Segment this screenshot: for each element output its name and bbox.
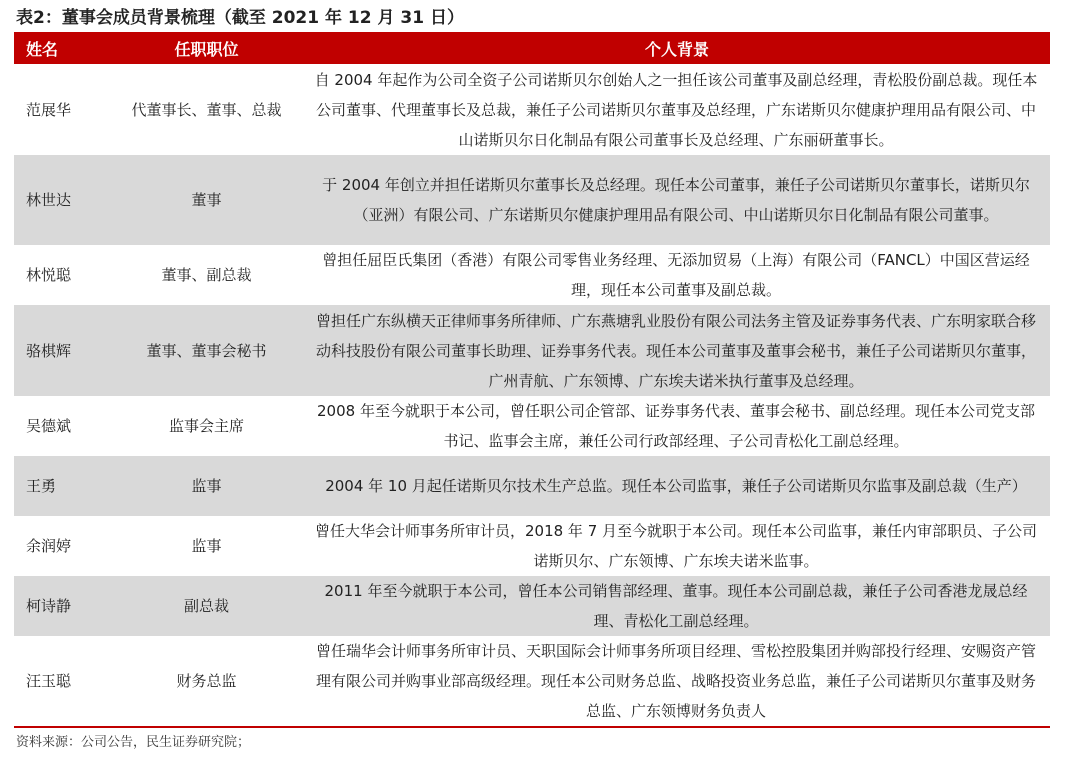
row-background: 曾任大华会计师事务所审计员，2018 年 7 月至今就职于本公司。现任本公司监事，兼任内审部职员、子公司诺斯贝尔、广东领博、广东埃夫诺米监事。 (314, 522, 1038, 570)
row-name: 柯诗静 (14, 576, 109, 636)
table-row (14, 396, 1050, 456)
board-background-table (14, 32, 1050, 728)
row-name: 范展华 (26, 100, 72, 119)
row-background: 2008 年至今就职于本公司，曾任职公司企管部、证券事务代表、董事会秘书、副总经理。现任本公司党支部书记、监事会主席，兼任公司行政部经理、子公司青松化工副总经理。 (317, 402, 1035, 450)
row-name: 吴德斌 (26, 417, 72, 435)
row-background: 曾担任广东纵横天正律师事务所律师、广东燕塘乳业股份有限公司法务主管及证券事务代表、广东明家联合移动科技股份有限公司董事长助理、证券事务代表。现任本公司董事及董事会秘书，兼任子公司诺斯贝尔董事，广州青航、广东领博、广东埃夫诺米执行董事及总经理。 (304, 305, 1050, 396)
row-name: 林悦聪 (26, 266, 72, 284)
table-row (14, 636, 1050, 727)
row-position: 监事 (109, 456, 304, 516)
source-note: 资料来源：公司公告，民生证券研究院； (16, 735, 251, 750)
table-header-row (14, 32, 1050, 64)
table-row (14, 456, 1050, 516)
table-row (14, 155, 1050, 245)
table-row (14, 245, 1050, 305)
row-background: 于 2004 年创立并担任诺斯贝尔董事长及总经理。现任本公司董事，兼任子公司诺斯贝尔董事长，诺斯贝尔（亚洲）有限公司、广东诺斯贝尔健康护理用品有限公司、中山诺斯贝尔日化制品有限公司董事。 (304, 155, 1050, 245)
row-name: 王勇 (14, 456, 109, 516)
row-position: 代董事长、董事、总裁 (131, 100, 282, 119)
header-name: 姓名 (14, 32, 109, 64)
row-position: 财务总监 (109, 636, 304, 727)
row-position: 监事会主席 (168, 417, 244, 435)
row-position: 董事、副总裁 (161, 266, 252, 284)
table-row (14, 64, 1050, 155)
row-background: 自 2004 年起作为公司全资子公司诺斯贝尔创始人之一担任该公司董事及副总经理，青松股份副总裁。现任本公司董事、代理董事长及总裁，兼任子公司诺斯贝尔董事及总经理，广东诺斯贝尔健康护理用品有限公司、中山诺斯贝尔日化制品有限公司董事长及总经理、广东丽研董事长。 (314, 70, 1038, 149)
header-background: 个人背景 (304, 32, 1050, 64)
row-background: 曾担任屈臣氏集团（香港）有限公司零售业务经理、无添加贸易（上海）有限公司（FANCL）中国区营运经理，现任本公司董事及副总裁。 (322, 251, 1030, 299)
row-name: 骆棋辉 (14, 305, 109, 396)
row-background: 2011 年至今就职于本公司，曾任本公司销售部经理、董事。现任本公司副总裁，兼任子公司香港龙晟总经理、青松化工副总经理。 (304, 576, 1050, 636)
row-name: 余润婷 (26, 537, 72, 555)
row-position: 董事 (109, 155, 304, 245)
row-position: 副总裁 (109, 576, 304, 636)
table-row (14, 576, 1050, 636)
row-background: 曾任瑞华会计师事务所审计员、天职国际会计师事务所项目经理、雪松控股集团并购部投行经理、安赐资产管理有限公司并购事业部高级经理。现任本公司财务总监、战略投资业务总监，兼任子公司诺斯贝尔董事及财务总监、广东领博财务负责人 (304, 636, 1050, 727)
header-position: 任职职位 (109, 32, 304, 64)
row-name: 汪玉聪 (14, 636, 109, 727)
row-position: 董事、董事会秘书 (109, 305, 304, 396)
row-position: 监事 (191, 537, 222, 555)
table-title: 表2：董事会成员背景梳理（截至 2021 年 12 月 31 日） (16, 8, 464, 28)
row-background: 2004 年 10 月起任诺斯贝尔技术生产总监。现任本公司监事，兼任子公司诺斯贝尔监事及副总裁（生产） (304, 456, 1050, 516)
table-row (14, 305, 1050, 396)
row-name: 林世达 (14, 155, 109, 245)
table-row (14, 516, 1050, 576)
